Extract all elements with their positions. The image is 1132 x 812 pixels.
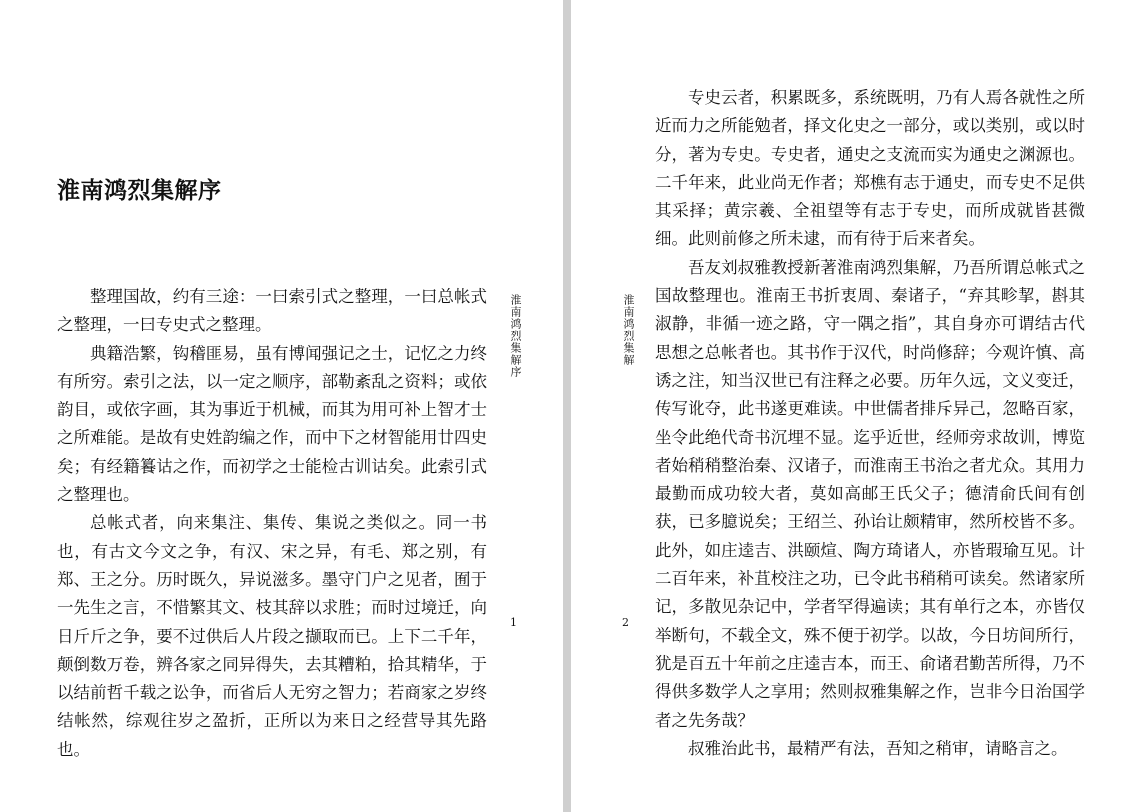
running-head: 淮南鸿烈集解序 xyxy=(509,294,522,378)
paragraph: 整理国故，约有三途：一曰索引式之整理，一曰总帐式之整理，一曰专史式之整理。 xyxy=(57,287,487,335)
paragraph: 典籍浩繁，钩稽匪易，虽有博闻强记之士，记忆之力终有所穷。索引之法，以一定之顺序，部勒紊乱之资料；或依韵目，或依字画，其为事近于机械，而其为用可补上智才士之所难能。是故有史姓韵编之作，而中下之材智能用廿四史矣；有经籍籑诂之作，而初学之士能检古训诂矣。此索引式之整理也。 xyxy=(57,343,487,505)
page-number: 1 xyxy=(510,616,517,629)
page-gutter xyxy=(563,0,571,812)
right-page xyxy=(571,0,1132,812)
page-number: 2 xyxy=(622,616,629,629)
running-head: 淮南鸿烈集解 xyxy=(622,294,635,366)
paragraph: 吾友刘叔雅教授新著淮南鸿烈集解，乃吾所谓总帐式之国故整理也。淮南王书折衷周、秦诸子，“弃其畛挈，斟其淑静，非循一迹之路，守一隅之指”，其自身亦可谓结古代思想之总帐者也。其书作于汉代，时尚修辞；今观许慎、高诱之注，知当汉世已有注释之必要。历年久远，文义变迁，传写讹夺，此书遂更难读。中世儒者排斥异己，忽略百家，坐令此绝代奇书沉埋不显。迄乎近世，经师旁求故训，博览者始稍稍整治秦、汉诸子，而淮南王书治之者尤众。其用力最勤而成功较大者，莫如高邮王氏父子；德清俞氏间有创获，已多臆说矣；王绍兰、孙诒让颇精审，然所校皆不多。此外，如庄逵吉、洪颐煊、陶方琦诸人，亦皆瑕瑜互见。计二百年来，补苴校注之功，已令此书稍稍可读矣。然诸家所记，多散见杂记中，学者罕得遍读；其有单行之本，亦皆仅举断句，不载全文，殊不便于初学。以故，今日坊间所行，犹是百五十年前之庄逵吉本，而王、俞诸君勤苦所得，乃不得供多数学人之享用；然则叔雅集解之作，岂非今日治国学者之先务哉？ xyxy=(655,257,1085,730)
paragraph: 总帐式者，向来集注、集传、集说之类似之。同一书也，有古文今文之争，有汉、宋之异，有毛、郑之别，有郑、王之分。历时既久，异说滋多。墨守门户之见者，囿于一先生之言，不惜繁其文、枝其辞以求胜；而时过境迁，向日斤斤之争，要不过供后人片段之撷取而已。上下二千年，颠倒数万卷，辨各家之同异得失，去其糟粕，拾其精华，于以结前哲千载之讼争，而省后人无穷之智力；若商家之岁终结帐然，综观往岁之盈折，正所以为来日之经营导其先路也。 xyxy=(57,513,487,759)
paragraph: 专史云者，积累既多，系统既明，乃有人焉各就性之所近而力之所能勉者，择文化史之一部分，或以类别，或以时分，著为专史。专史者，通史之支流而实为通史之渊源也。二千年来，此业尚无作者；郑樵有志于通史，而专史不足供其采择；黄宗羲、全祖望等有志于专史，而所成就皆甚微细。此则前修之所未逮，而有待于后来者矣。 xyxy=(655,88,1085,249)
left-page xyxy=(0,0,563,812)
paragraph: 叔雅治此书，最精严有法，吾知之稍审，请略言之。 xyxy=(688,738,1068,758)
body-text xyxy=(57,283,487,764)
body-text xyxy=(655,84,1085,763)
page-title: 淮南鸿烈集解序 xyxy=(57,177,222,204)
